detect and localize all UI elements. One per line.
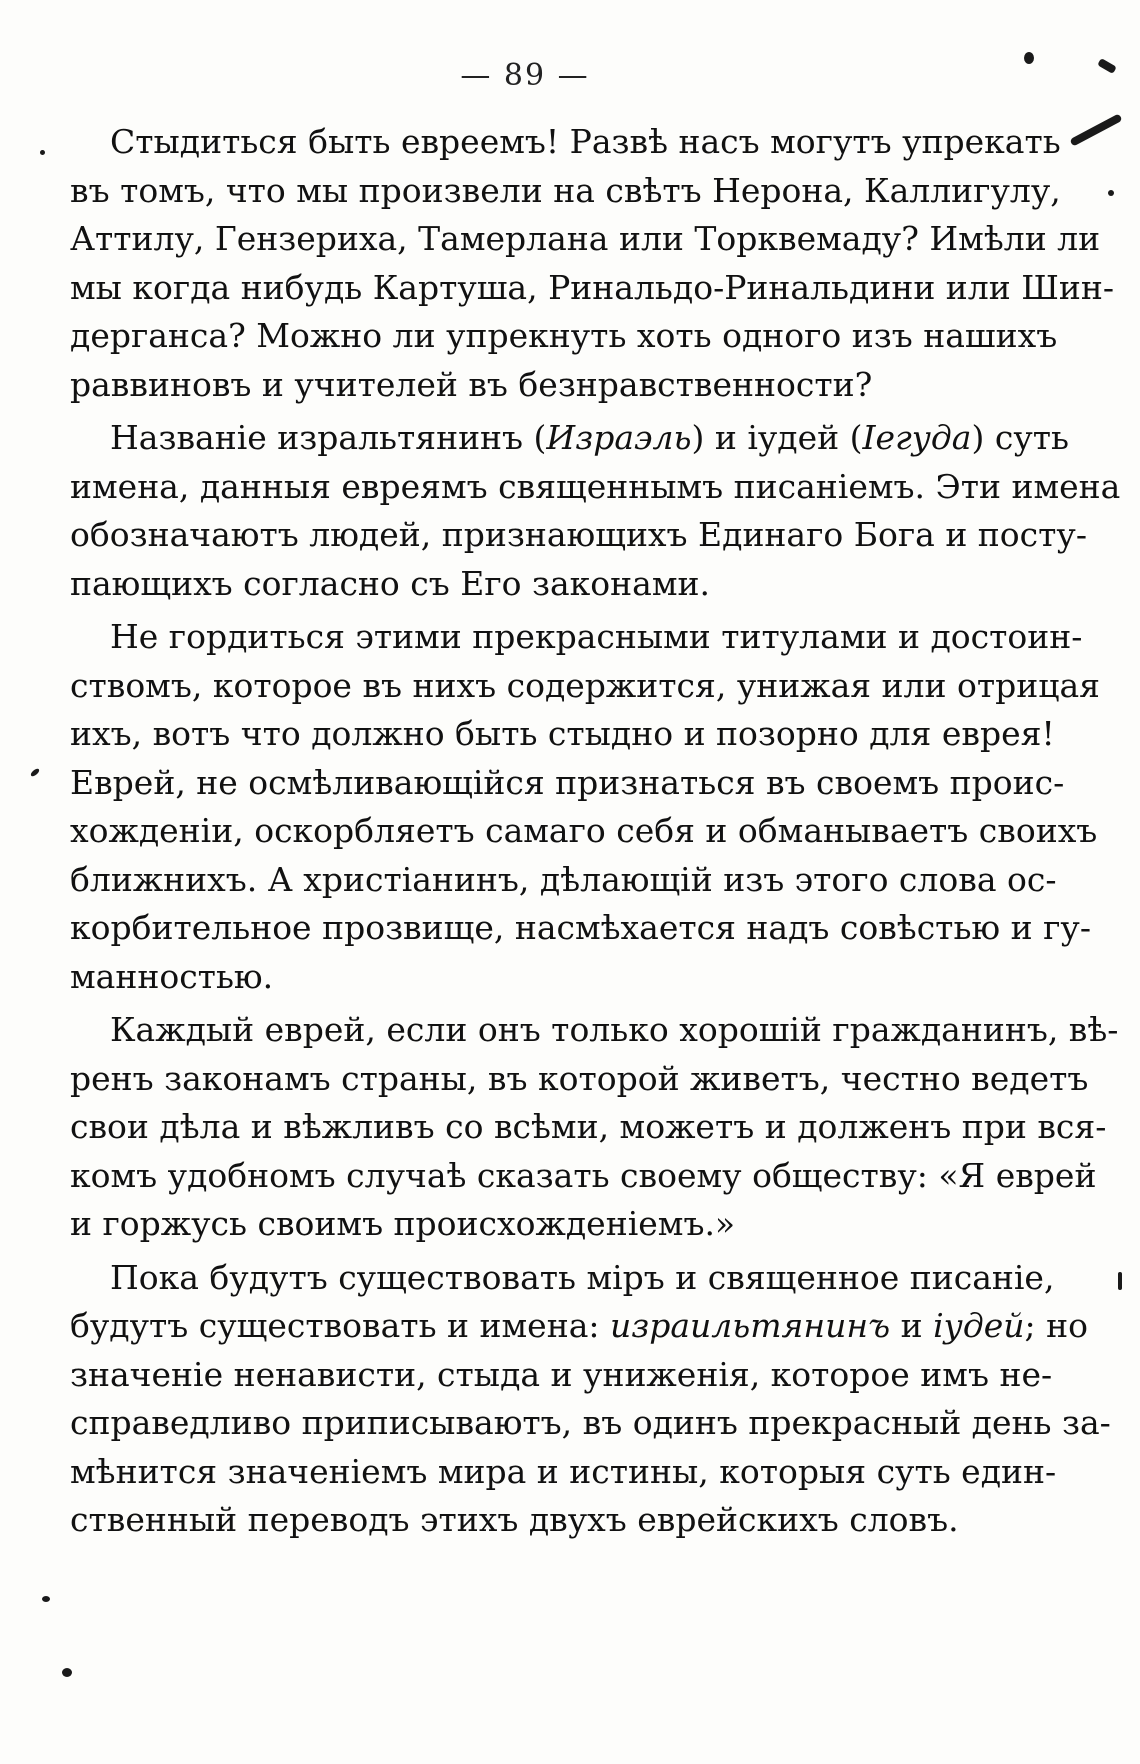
text-line: хожденіи, оскорбляетъ самаго себя и обманываетъ своихъ: [70, 811, 1098, 850]
paragraph-1: [70, 118, 1115, 409]
paragraph-4: [70, 1006, 1119, 1249]
text-line: Не гордиться этими прекрасными титулами и достоин-: [110, 617, 1083, 656]
text-line: ближнихъ. А христіанинъ, дѣлающій изъ этого слова ос-: [70, 859, 1057, 899]
text-line: Стыдиться быть евреемъ! Развѣ насъ могутъ упрекать: [110, 122, 1061, 161]
italic-word: Израэль: [546, 418, 692, 457]
ink-speck: [42, 1596, 50, 1602]
text-run: Названіе изральтянинъ (: [110, 418, 547, 457]
text-line: дерганса? Можно ли упрекнуть хоть одного изъ нашихъ: [70, 316, 1058, 355]
text-line: комъ удобномъ случаѣ сказать своему обществу: «Я еврей: [70, 1155, 1097, 1195]
paragraph-2: [70, 414, 1121, 608]
ink-speck: [62, 1668, 72, 1677]
text-line: ствомъ, которое въ нихъ содержится, унижая или отрицая: [70, 665, 1100, 705]
text-line: пающихъ согласно съ Его законами.: [70, 563, 710, 603]
text-line: ренъ законамъ страны, въ которой живетъ, честно ведетъ: [70, 1058, 1089, 1098]
text-line: Еврей, не осмѣливающійся признаться въ своемъ проис-: [70, 762, 1065, 802]
text-line: мѣнится значеніемъ мира и истины, которыя суть един-: [70, 1451, 1057, 1491]
text-run: и: [890, 1306, 934, 1345]
ink-speck: [1118, 1272, 1122, 1290]
page-number: — 89 —: [460, 58, 590, 93]
ink-speck: [1069, 113, 1122, 146]
text-line: и горжусь своимъ происхожденіемъ.»: [70, 1204, 736, 1243]
text-line: свои дѣла и вѣжливъ со всѣми, можетъ и долженъ при вся-: [70, 1107, 1107, 1146]
text-line: ихъ, вотъ что должно быть стыдно и позорно для еврея!: [70, 714, 1055, 753]
text-line: [70, 1302, 1089, 1351]
text-line: въ томъ, что мы произвели на свѣтъ Нерона, Каллигулу,: [70, 170, 1061, 210]
text-line: справедливо приписываютъ, въ одинъ прекрасный день за-: [70, 1403, 1111, 1442]
text-run: ) и іудей (: [691, 418, 863, 457]
text-line: манностью.: [70, 956, 274, 996]
text-run: будутъ существовать и имена:: [70, 1306, 610, 1345]
body-text: [70, 118, 1121, 1545]
text-line: мы когда нибудь Картуша, Ринальдо-Ринальдини или Шин-: [70, 267, 1115, 307]
ink-speck: [30, 767, 41, 777]
text-line: Каждый еврей, если онъ только хорошій гражданинъ, вѣ-: [110, 1010, 1119, 1049]
text-run: ; но: [1024, 1306, 1089, 1345]
text-line: обозначаютъ людей, признающихъ Единаго Бога и посту-: [70, 515, 1087, 554]
paragraph-5: [70, 1254, 1111, 1545]
text-line: Аттилу, Гензериха, Тамерлана или Торквемаду? Имѣли ли: [70, 219, 1101, 258]
ink-speck: [1108, 190, 1114, 196]
ink-speck: [40, 150, 45, 155]
text-line: значеніе ненависти, стыда и униженія, которое имъ не-: [70, 1354, 1053, 1394]
ink-speck: [1097, 58, 1117, 74]
paragraph-3: [70, 613, 1100, 1001]
text-line: ственный переводъ этихъ двухъ еврейскихъ словъ.: [70, 1500, 959, 1539]
italic-word: іудей: [933, 1306, 1025, 1345]
text-run: ) суть: [971, 418, 1069, 457]
text-line: раввиновъ и учителей въ безнравственности?: [70, 364, 873, 404]
italic-word: израильтянинъ: [609, 1306, 891, 1345]
ink-speck: [1024, 52, 1034, 64]
text-line: [70, 414, 1069, 463]
text-line: имена, данныя евреямъ священнымъ писаніемъ. Эти имена: [70, 466, 1121, 506]
italic-word: Іегуда: [862, 418, 972, 457]
text-line: корбительное прозвище, насмѣхается надъ совѣстью и гу-: [70, 908, 1091, 947]
text-line: Пока будутъ существовать міръ и священное писаніе,: [110, 1257, 1055, 1297]
